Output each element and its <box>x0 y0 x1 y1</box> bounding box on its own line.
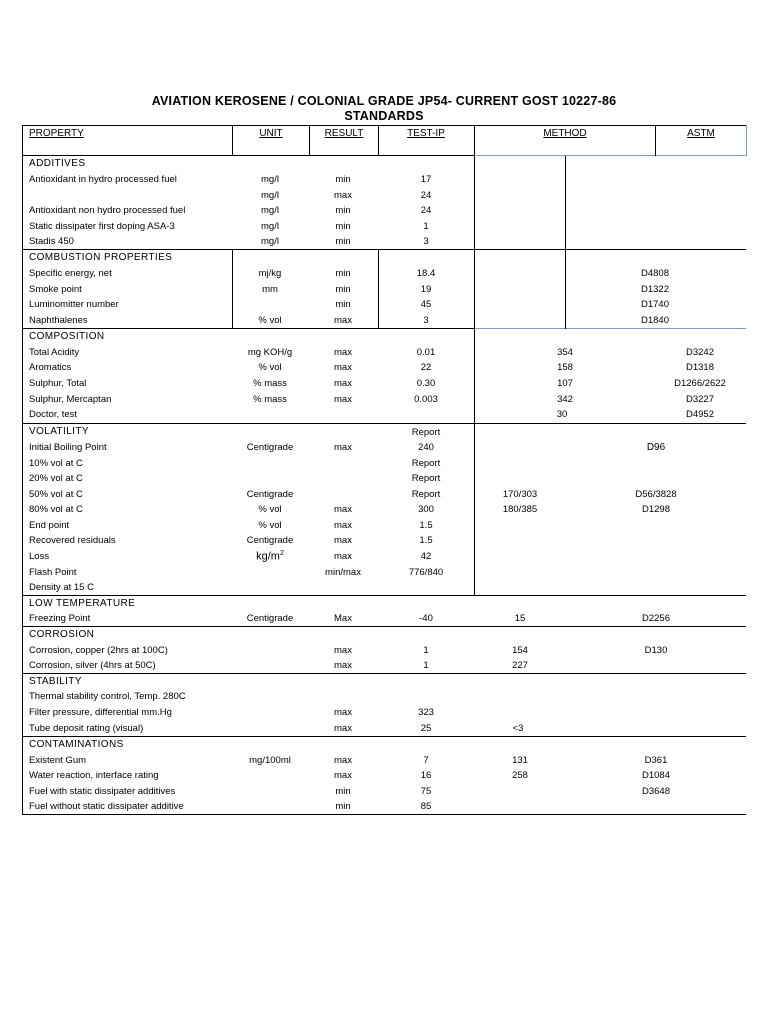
test-ip-cell: 1 <box>423 645 429 656</box>
property-cell: Sulphur, Total <box>29 378 87 389</box>
test-ip-cell: 22 <box>420 362 432 373</box>
property-cell: Corrosion, copper (2hrs at 100C) <box>29 645 168 656</box>
method-cell: 131 <box>512 755 528 766</box>
method-cell: D1740 <box>641 299 669 310</box>
table-left-border <box>22 125 23 815</box>
header-result: RESULT <box>324 128 364 139</box>
property-cell: Water reaction, interface rating <box>29 770 159 781</box>
unit-cell: % vol <box>258 504 282 515</box>
result-cell: max <box>334 660 352 671</box>
title-line-1: AVIATION KEROSENE / COLONIAL GRADE JP54- CURRENT GOST 10227-86 <box>151 94 617 108</box>
test-ip-cell: 45 <box>420 299 432 310</box>
header-unit: UNIT <box>259 128 283 139</box>
test-ip-cell: Report <box>411 458 441 469</box>
result-cell: min <box>335 786 351 797</box>
property-cell: End point <box>29 520 70 531</box>
property-cell: Corrosion, silver (4hrs at 50C) <box>29 660 156 671</box>
result-cell: min <box>335 221 351 232</box>
property-cell: Total Acidity <box>29 347 80 358</box>
property-cell: Antioxidant non hydro processed fuel <box>29 205 186 216</box>
test-ip-cell: 16 <box>420 770 432 781</box>
header-test-ip: TEST-IP <box>407 128 445 139</box>
test-ip-cell: 25 <box>420 723 432 734</box>
method-cell: 342 <box>557 394 573 405</box>
unit-cell: mg/l <box>261 190 279 201</box>
result-cell: max <box>334 442 352 453</box>
property-cell: 10% vol at C <box>29 458 83 469</box>
unit-cell: mg/l <box>261 205 279 216</box>
method-cell: 107 <box>557 378 573 389</box>
method-cell: D1298 <box>642 504 670 515</box>
col-divider-testip-combustion <box>378 249 379 329</box>
section-title-composition: COMPOSITION <box>29 331 105 342</box>
property-cell: 80% vol at C <box>29 504 83 515</box>
method-cell: D130 <box>644 645 668 656</box>
test-ip-cell: Report <box>411 489 441 500</box>
property-cell: Sulphur, Mercaptan <box>29 394 112 405</box>
unit-cell: % mass <box>253 394 287 405</box>
unit-text: kg/m <box>256 550 280 563</box>
test-ip-cell: Report <box>411 473 441 484</box>
unit-cell: mg/l <box>261 174 279 185</box>
section-divider-corrosion <box>22 626 746 627</box>
col-divider-method <box>474 125 475 156</box>
test-ip-cell: 85 <box>420 801 432 812</box>
test-ip-cell: Report <box>411 427 441 438</box>
test-ip-cell: 323 <box>418 707 434 718</box>
result-cell: max <box>334 770 352 781</box>
unit-superscript: 2 <box>279 550 284 557</box>
property-cell: Specific energy, net <box>29 268 112 279</box>
section-title-combustion: COMBUSTION PROPERTIES <box>29 252 173 263</box>
test-ip-cell: 0.003 <box>414 394 438 405</box>
table-right-border-header <box>746 125 747 156</box>
property-cell: Flash Point <box>29 567 77 578</box>
property-cell: Fuel without static dissipater additive <box>29 801 184 812</box>
result-cell: min <box>335 284 351 295</box>
section-divider-volatility <box>22 423 746 424</box>
method-cell: 227 <box>512 660 528 671</box>
test-ip-cell: 1 <box>423 221 429 232</box>
method-cell: D56/3828 <box>635 489 677 500</box>
test-ip-cell: -40 <box>419 613 433 624</box>
test-ip-cell: 42 <box>420 551 432 562</box>
property-cell: Filter pressure, differential mm.Hg <box>29 707 172 718</box>
result-cell: max <box>334 378 352 389</box>
astm-cell: D3242 <box>686 347 714 358</box>
test-ip-cell: 17 <box>420 174 432 185</box>
result-cell: max <box>334 755 352 766</box>
property-cell: Smoke point <box>29 284 82 295</box>
col-divider-testip <box>378 125 379 156</box>
section-title-contaminations: CONTAMINATIONS <box>29 739 124 750</box>
table-bottom-border <box>22 814 746 815</box>
property-cell: Naphthalenes <box>29 315 88 326</box>
result-cell: max <box>334 551 352 562</box>
unit-cell: Centigrade <box>246 442 294 453</box>
test-ip-cell: 1.5 <box>419 520 433 531</box>
method-cell: D361 <box>644 755 668 766</box>
method-cell: D3648 <box>642 786 670 797</box>
unit-cell: mg KOH/g <box>247 347 293 358</box>
section-divider-composition <box>22 328 475 329</box>
section-divider-composition-blue <box>475 328 746 329</box>
method-cell: D96 <box>646 442 666 453</box>
result-cell: Max <box>334 613 352 624</box>
col-divider-unit <box>232 125 233 156</box>
property-cell: Density at 15 C <box>29 582 94 593</box>
property-cell: Aromatics <box>29 362 72 373</box>
method-cell: 180/385 <box>502 504 538 515</box>
property-cell: Fuel with static dissipater additives <box>29 786 176 797</box>
property-cell: Static dissipater first doping ASA-3 <box>29 221 175 232</box>
property-cell: 20% vol at C <box>29 473 83 484</box>
test-ip-cell: 3 <box>423 236 429 247</box>
method-cell: 15 <box>514 613 526 624</box>
test-ip-cell: 0.01 <box>416 347 436 358</box>
section-divider-low-temperature <box>22 595 746 596</box>
property-cell: Antioxidant in hydro processed fuel <box>29 174 177 185</box>
astm-cell: D1318 <box>686 362 714 373</box>
unit-cell: % vol <box>258 315 282 326</box>
result-cell: max <box>334 190 352 201</box>
col-divider-astm <box>655 125 656 156</box>
astm-cell: D4952 <box>686 409 714 420</box>
test-ip-cell: 24 <box>420 205 432 216</box>
section-title-additives: ADDITIVES <box>29 158 86 169</box>
unit-cell: Centigrade <box>246 613 294 624</box>
result-cell: max <box>334 535 352 546</box>
test-ip-cell: 300 <box>418 504 434 515</box>
result-cell: min <box>335 236 351 247</box>
unit-cell: mg/100ml <box>249 755 291 766</box>
astm-cell: D3227 <box>686 394 714 405</box>
test-ip-cell: 3 <box>423 315 429 326</box>
result-cell: max <box>334 723 352 734</box>
section-title-stability: STABILITY <box>29 676 82 687</box>
table-top-border <box>22 125 746 126</box>
header-method: METHOD <box>543 128 587 139</box>
method-cell: 30 <box>556 409 568 420</box>
result-cell: max <box>334 315 352 326</box>
result-cell: max <box>334 347 352 358</box>
method-cell: D1322 <box>641 284 669 295</box>
section-divider-contaminations <box>22 736 746 737</box>
property-cell: Existent Gum <box>29 755 87 766</box>
test-ip-cell: 7 <box>423 755 429 766</box>
specification-table <box>22 125 746 815</box>
property-cell: Doctor, test <box>29 409 78 420</box>
col-divider-method-inner <box>565 156 566 329</box>
result-cell: min <box>335 205 351 216</box>
test-ip-cell: 0.30 <box>416 378 436 389</box>
method-cell: 258 <box>512 770 528 781</box>
test-ip-cell: 776/840 <box>408 567 444 578</box>
method-cell: 158 <box>557 362 573 373</box>
unit-cell: mg/l <box>261 221 279 232</box>
test-ip-cell: 1.5 <box>419 535 433 546</box>
property-cell: Initial Boiling Point <box>29 442 107 453</box>
property-cell: Loss <box>29 551 50 562</box>
test-ip-cell: 240 <box>418 442 434 453</box>
property-cell: 50% vol at C <box>29 489 83 500</box>
header-bottom-border-method <box>475 155 746 156</box>
property-cell: Tube deposit rating (visual) <box>29 723 144 734</box>
unit-cell: mm <box>262 284 278 295</box>
method-cell: D2256 <box>642 613 670 624</box>
property-cell: Stadis 450 <box>29 236 74 247</box>
method-cell: D1084 <box>642 770 670 781</box>
result-cell: max <box>334 394 352 405</box>
unit-cell <box>256 548 284 563</box>
astm-cell: D1266/2622 <box>674 378 726 389</box>
unit-cell: mj/kg <box>258 268 282 279</box>
result-cell: max <box>334 504 352 515</box>
test-ip-cell: 1 <box>423 660 429 671</box>
title-line-2: STANDARDS <box>344 109 424 123</box>
unit-cell: % vol <box>258 520 282 531</box>
result-cell: max <box>334 520 352 531</box>
unit-cell: Centigrade <box>246 489 294 500</box>
property-cell: Luminomitter number <box>29 299 119 310</box>
unit-cell: % mass <box>253 378 287 389</box>
unit-cell: % vol <box>258 362 282 373</box>
method-cell: 170/303 <box>502 489 538 500</box>
result-cell: min <box>335 174 351 185</box>
method-cell: D4808 <box>641 268 669 279</box>
test-ip-cell: 18.4 <box>416 268 436 279</box>
test-ip-cell: 24 <box>420 190 432 201</box>
property-cell: Recovered residuals <box>29 535 116 546</box>
section-title-volatility: VOLATILITY <box>29 426 89 437</box>
method-cell: <3 <box>512 723 524 734</box>
result-cell: min/max <box>325 567 361 578</box>
unit-cell: mg/l <box>261 236 279 247</box>
document-title <box>0 94 768 124</box>
col-divider-method-body <box>474 156 475 596</box>
result-cell: max <box>334 645 352 656</box>
result-cell: max <box>334 707 352 718</box>
unit-cell: Centigrade <box>246 535 294 546</box>
method-cell: 354 <box>557 347 573 358</box>
test-ip-cell: 19 <box>420 284 432 295</box>
header-astm: ASTM <box>687 128 715 139</box>
col-divider-result <box>309 125 310 156</box>
result-cell: min <box>335 268 351 279</box>
property-cell: Thermal stability control, Temp. 280C <box>29 691 186 702</box>
section-title-low-temperature: LOW TEMPERATURE <box>29 598 136 609</box>
header-bottom-border <box>22 155 475 156</box>
property-cell: Freezing Point <box>29 613 91 624</box>
test-ip-cell: 75 <box>420 786 432 797</box>
section-divider-stability <box>22 673 746 674</box>
section-divider-combustion <box>22 249 746 250</box>
result-cell: max <box>334 362 352 373</box>
method-cell: D1840 <box>641 315 669 326</box>
col-divider-unit-combustion <box>232 249 233 329</box>
result-cell: min <box>335 801 351 812</box>
header-property: PROPERTY <box>29 128 84 139</box>
result-cell: min <box>335 299 351 310</box>
section-title-corrosion: CORROSION <box>29 629 95 640</box>
method-cell: 154 <box>512 645 528 656</box>
